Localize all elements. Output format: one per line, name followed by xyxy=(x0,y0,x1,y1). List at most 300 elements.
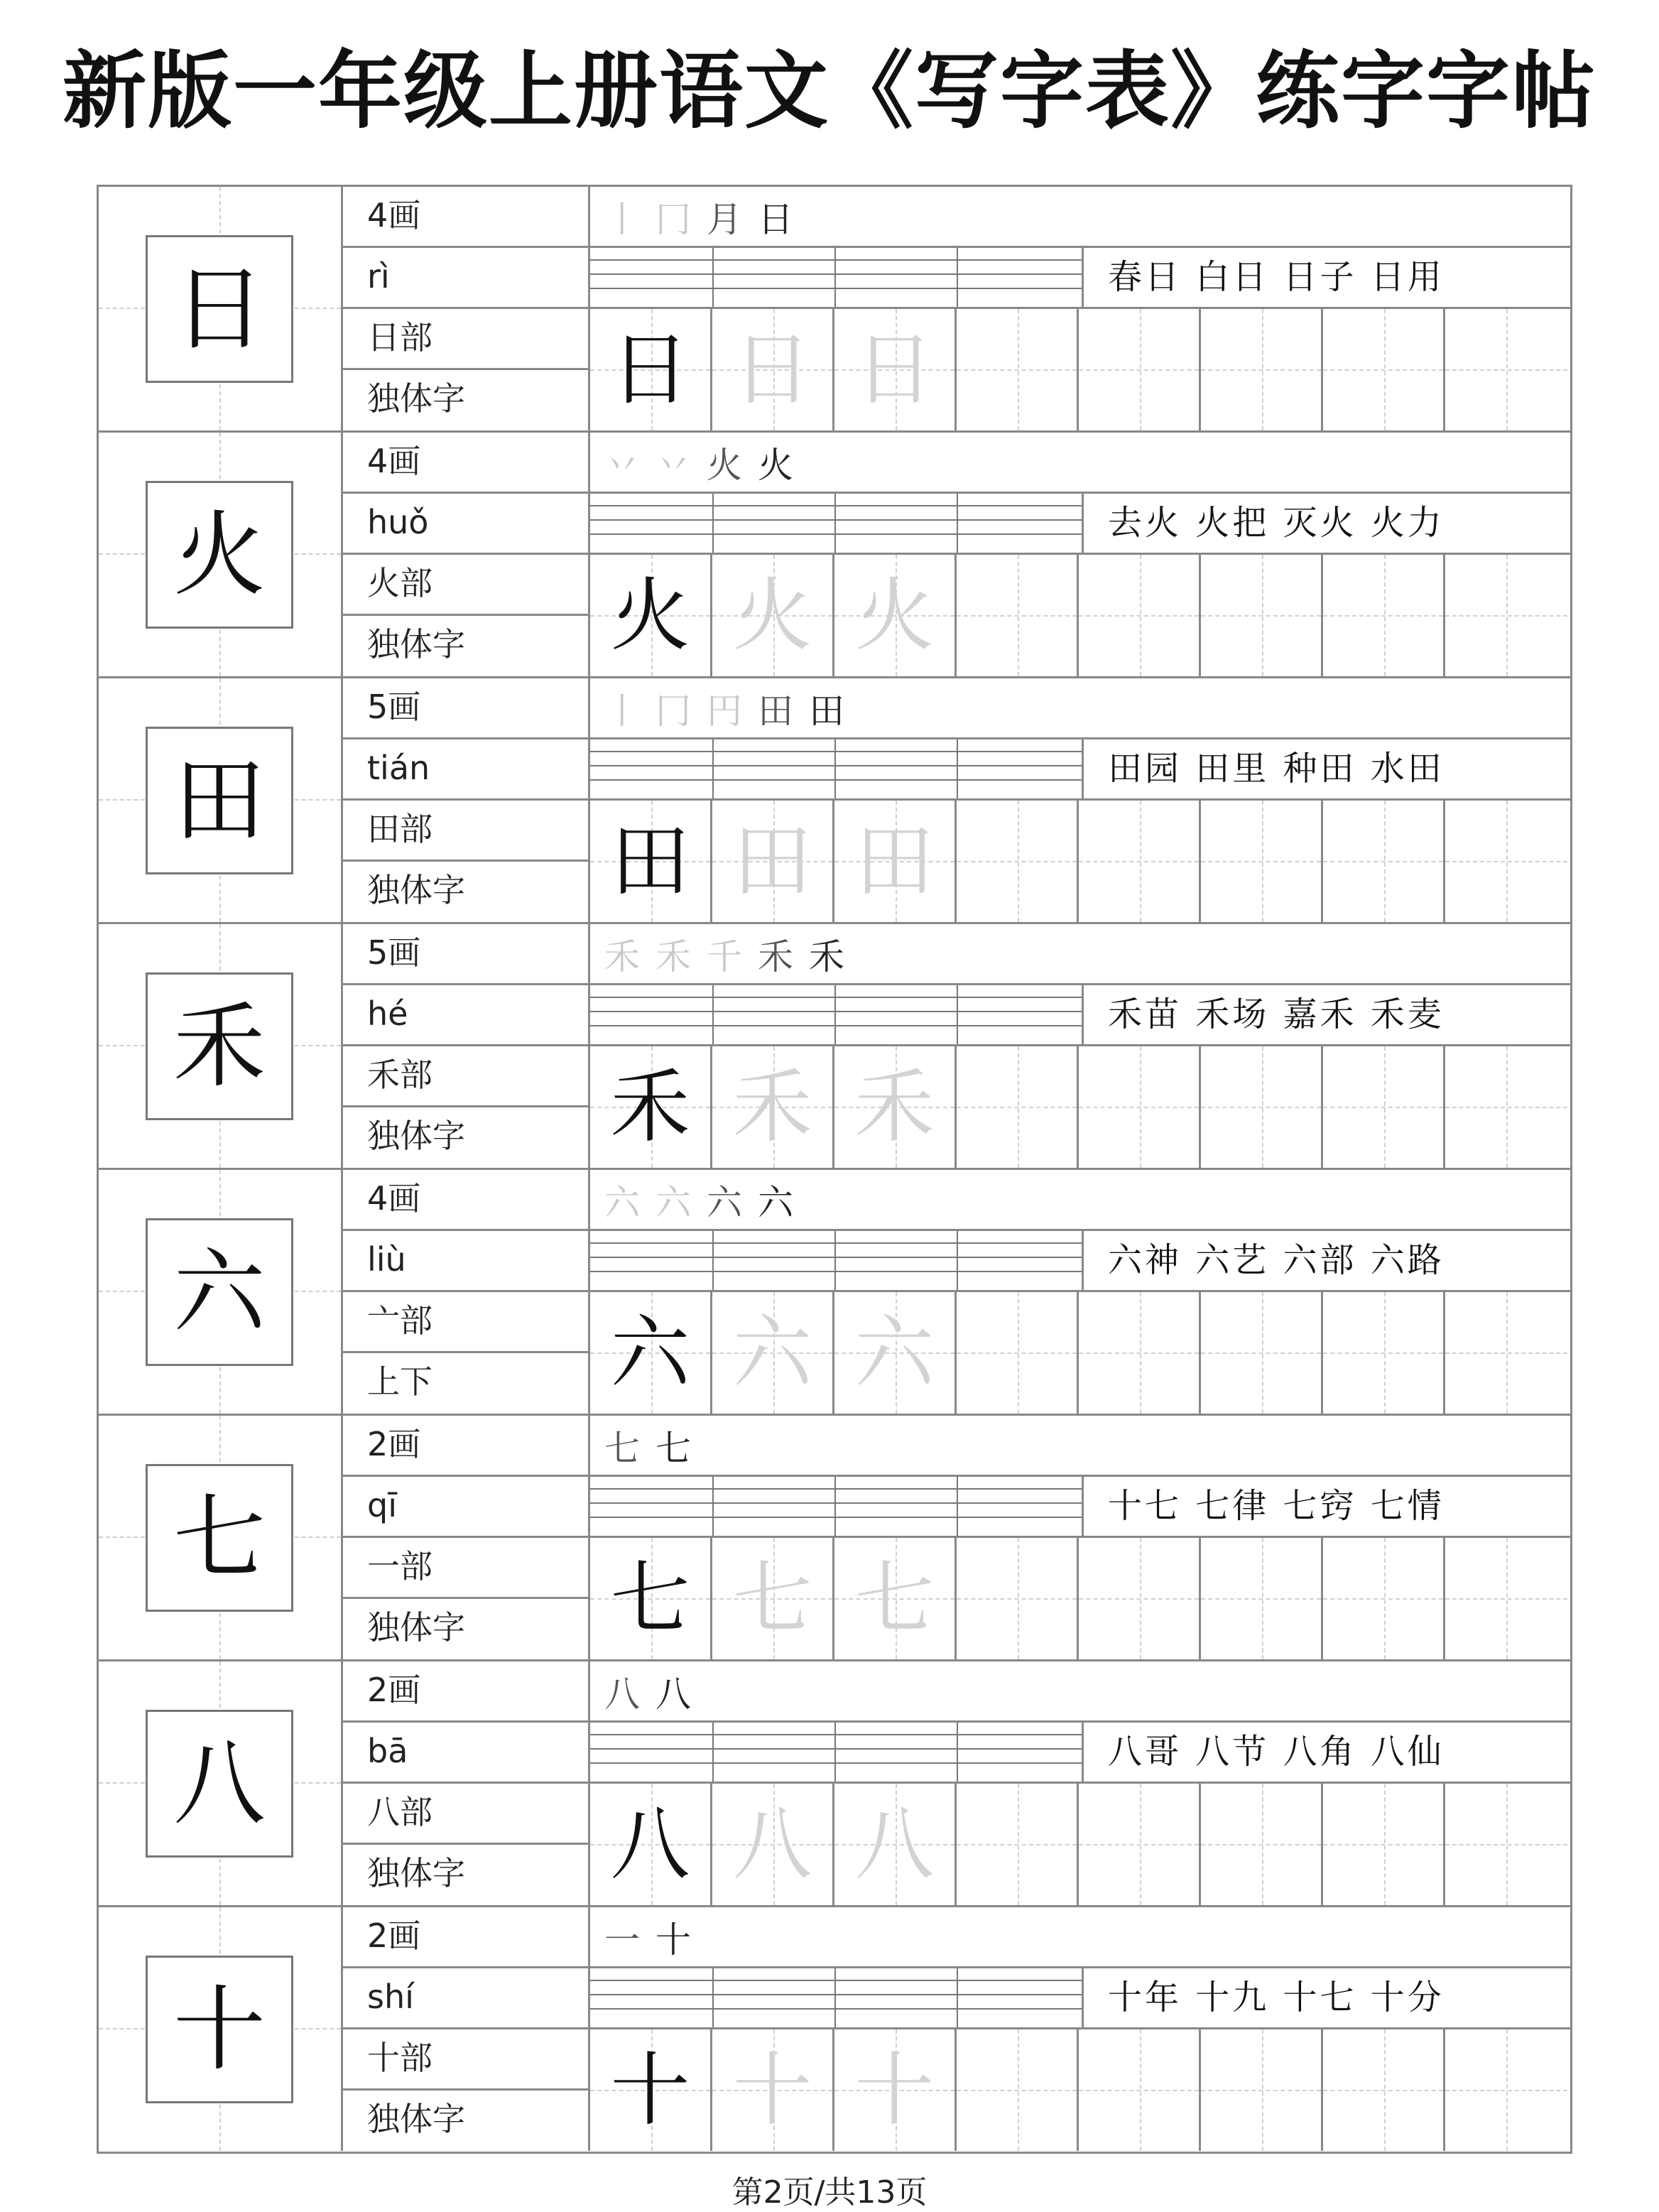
practice-cell[interactable] xyxy=(1323,1784,1445,1905)
trace-character: 田 xyxy=(732,815,812,908)
guide-line xyxy=(1201,1352,1321,1354)
tracing-cell[interactable] xyxy=(590,801,712,922)
pinyin-label: shí xyxy=(343,1968,588,2029)
tracing-cell[interactable] xyxy=(590,555,712,676)
guide-line xyxy=(1445,1844,1567,1845)
main-character: 六 xyxy=(173,1238,266,1346)
main-character-cell xyxy=(99,924,343,1168)
stroke-count-label: 5画 xyxy=(343,678,588,739)
guide-line xyxy=(1323,369,1443,371)
pinyin-line xyxy=(590,1271,1082,1272)
stroke-step: 千 xyxy=(707,936,742,977)
practice-cell[interactable] xyxy=(1201,1292,1323,1414)
page-number: 第2页/共13页 xyxy=(731,2174,928,2211)
pinyin-divider xyxy=(834,494,836,553)
pinyin-writing-band[interactable] xyxy=(590,1231,1082,1292)
stroke-step: 禾 xyxy=(809,936,844,977)
tracing-cell[interactable] xyxy=(712,1538,834,1659)
guide-line xyxy=(1201,861,1321,862)
stroke-step: 丨 xyxy=(604,198,640,240)
guide-line xyxy=(957,1598,1077,1600)
trace-character: 火 xyxy=(732,569,812,662)
stroke-step: 火 xyxy=(707,444,742,486)
tracing-cell[interactable] xyxy=(712,1292,834,1414)
practice-cell[interactable] xyxy=(1201,555,1323,676)
trace-character: 火 xyxy=(854,569,935,662)
writing-grid xyxy=(590,1292,1570,1414)
tracing-cell[interactable] xyxy=(590,309,712,430)
stroke-step: 禾 xyxy=(604,936,640,977)
character-box xyxy=(146,1710,293,1858)
pinyin-line xyxy=(590,1011,1082,1012)
pinyin-line xyxy=(590,1994,1082,1995)
practice-sheet xyxy=(97,185,1572,2154)
practice-cell[interactable] xyxy=(957,801,1079,922)
trace-character: 七 xyxy=(732,1552,812,1645)
guide-line xyxy=(1079,2090,1199,2091)
practice-area xyxy=(590,678,1570,922)
stroke-step: 丨 xyxy=(604,690,640,732)
stroke-order-row xyxy=(590,1661,1570,1723)
stroke-step: 六 xyxy=(656,1181,691,1223)
tracing-cell[interactable] xyxy=(590,1046,712,1168)
structure-label: 独体字 xyxy=(367,2100,465,2138)
trace-character: 六 xyxy=(854,1306,935,1399)
main-character-cell xyxy=(99,433,343,676)
practice-area xyxy=(590,1907,1570,2151)
stroke-step: 六 xyxy=(604,1181,640,1223)
practice-cell[interactable] xyxy=(1079,2029,1201,2151)
trace-character: 日 xyxy=(854,323,935,416)
tracing-cell[interactable] xyxy=(712,801,834,922)
pinyin-line xyxy=(590,751,1082,752)
character-info xyxy=(343,1170,590,1414)
pinyin-line xyxy=(590,1748,1082,1750)
stroke-count-label: 2画 xyxy=(343,1907,588,1968)
radical-label: 亠部 xyxy=(343,1292,588,1353)
stroke-step: 田 xyxy=(809,690,844,732)
guide-line xyxy=(1323,615,1443,617)
practice-cell[interactable] xyxy=(1323,801,1445,922)
practice-cell[interactable] xyxy=(1445,1292,1567,1414)
model-character: 七 xyxy=(610,1552,690,1645)
structure-label: 上下 xyxy=(367,1362,433,1401)
stroke-step: 八 xyxy=(656,1673,691,1715)
radical-label: 田部 xyxy=(343,801,588,862)
practice-cell[interactable] xyxy=(957,1046,1079,1168)
pinyin-line xyxy=(590,997,1082,998)
model-character: 日 xyxy=(610,323,690,416)
example-words: 禾苗 禾场 嘉禾 禾麦 xyxy=(1082,985,1570,1046)
radical-label: 禾部 xyxy=(343,1046,588,1107)
main-character: 日 xyxy=(173,255,266,363)
practice-cell[interactable] xyxy=(957,309,1079,430)
stroke-step: 冂 xyxy=(656,690,691,732)
practice-cell[interactable] xyxy=(1201,309,1323,430)
main-character: 十 xyxy=(173,1975,266,2083)
character-box xyxy=(146,727,293,874)
practice-cell[interactable] xyxy=(1323,309,1445,430)
main-character: 七 xyxy=(173,1484,266,1592)
stroke-count-label: 4画 xyxy=(343,187,588,248)
pinyin-line xyxy=(590,1734,1082,1735)
practice-cell[interactable] xyxy=(1445,555,1567,676)
guide-line xyxy=(1201,369,1321,371)
pinyin-divider xyxy=(957,494,958,553)
pinyin-writing-band[interactable] xyxy=(590,1477,1082,1538)
practice-cell[interactable] xyxy=(1201,2029,1323,2151)
pinyin-divider xyxy=(957,985,958,1044)
trace-character: 禾 xyxy=(732,1061,812,1154)
guide-line xyxy=(1079,861,1199,862)
practice-cell[interactable] xyxy=(957,555,1079,676)
pinyin-divider xyxy=(957,1723,958,1782)
structure-label: 独体字 xyxy=(367,871,465,909)
practice-area xyxy=(590,1170,1570,1414)
pinyin-line xyxy=(590,533,1082,535)
practice-area xyxy=(590,1661,1570,1905)
structure-label: 独体字 xyxy=(367,1608,465,1647)
stroke-step: 七 xyxy=(656,1427,691,1469)
stroke-step: 丷 xyxy=(604,444,640,486)
writing-grid xyxy=(590,1784,1570,1905)
main-character-cell xyxy=(99,1907,343,2151)
tracing-cell[interactable] xyxy=(590,1292,712,1414)
guide-line xyxy=(957,1107,1077,1108)
pinyin-label: bā xyxy=(343,1723,588,1784)
practice-cell[interactable] xyxy=(1323,1292,1445,1414)
character-box xyxy=(146,1218,293,1366)
structure-label: 独体字 xyxy=(367,1854,465,1892)
guide-line xyxy=(957,1844,1077,1845)
practice-area xyxy=(590,187,1570,430)
pinyin-writing-band[interactable] xyxy=(590,985,1082,1046)
pinyin-writing-band[interactable] xyxy=(590,1968,1082,2029)
pinyin-line xyxy=(590,1242,1082,1244)
stroke-step: 十 xyxy=(656,1919,691,1961)
example-words: 六神 六艺 六部 六路 xyxy=(1082,1231,1570,1292)
trace-character: 八 xyxy=(732,1798,812,1891)
stroke-order-row xyxy=(590,187,1570,248)
pinyin-line xyxy=(590,779,1082,781)
radical-label: 火部 xyxy=(343,555,588,616)
stroke-order-row xyxy=(590,924,1570,985)
stroke-count-label: 4画 xyxy=(343,433,588,494)
stroke-step: 禾 xyxy=(758,936,793,977)
practice-cell[interactable] xyxy=(1201,1538,1323,1659)
practice-area xyxy=(590,924,1570,1168)
stroke-step: 一 xyxy=(604,1919,640,1961)
writing-grid xyxy=(590,555,1570,676)
pinyin-divider xyxy=(834,985,836,1044)
stroke-step: 火 xyxy=(758,444,793,486)
pinyin-label: rì xyxy=(343,248,588,309)
pinyin-divider xyxy=(712,1968,714,2027)
pinyin-label: liù xyxy=(343,1231,588,1292)
practice-cell[interactable] xyxy=(1323,1538,1445,1659)
guide-line xyxy=(957,2090,1077,2091)
pinyin-divider xyxy=(712,1477,714,1536)
guide-line xyxy=(1323,1352,1443,1354)
page-title: 新版一年级上册语文《写字表》练字字帖 xyxy=(62,42,1597,140)
character-box xyxy=(146,235,293,383)
tracing-cell[interactable] xyxy=(712,309,834,430)
pinyin-divider xyxy=(712,739,714,798)
stroke-step: 日 xyxy=(758,198,793,240)
guide-line xyxy=(1445,1352,1567,1354)
pinyin-writing-band[interactable] xyxy=(590,248,1082,309)
stroke-step: 六 xyxy=(758,1181,793,1223)
guide-line xyxy=(1201,615,1321,617)
guide-line xyxy=(1201,1844,1321,1845)
stroke-step: 禾 xyxy=(656,936,691,977)
stroke-count-label: 5画 xyxy=(343,924,588,985)
guide-line xyxy=(957,615,1077,617)
pinyin-line xyxy=(590,1257,1082,1258)
tracing-cell[interactable] xyxy=(590,1784,712,1905)
guide-line xyxy=(1079,1107,1199,1108)
practice-cell[interactable] xyxy=(1445,1784,1567,1905)
guide-line xyxy=(1323,861,1443,862)
tracing-cell[interactable] xyxy=(834,1046,957,1168)
practice-cell[interactable] xyxy=(1079,1538,1201,1659)
pinyin-line xyxy=(590,273,1082,275)
pinyin-divider xyxy=(957,1231,958,1290)
practice-cell[interactable] xyxy=(1445,2029,1567,2151)
example-words: 春日 白日 日子 日用 xyxy=(1082,248,1570,309)
pinyin-writing-band[interactable] xyxy=(590,739,1082,801)
trace-character: 六 xyxy=(732,1306,812,1399)
main-character: 禾 xyxy=(173,992,266,1100)
radical-label: 八部 xyxy=(343,1784,588,1845)
pinyin-divider xyxy=(957,248,958,307)
practice-area xyxy=(590,433,1570,676)
tracing-cell[interactable] xyxy=(834,555,957,676)
main-character: 火 xyxy=(173,501,266,609)
stroke-step: 円 xyxy=(707,690,742,732)
pinyin-line xyxy=(590,519,1082,521)
guide-line xyxy=(1323,2090,1443,2091)
practice-cell[interactable] xyxy=(957,1538,1079,1659)
writing-grid xyxy=(590,801,1570,922)
radical-label: 一部 xyxy=(343,1538,588,1599)
structure-label: 独体字 xyxy=(367,1117,465,1155)
pinyin-line xyxy=(590,2008,1082,2010)
practice-cell[interactable] xyxy=(1079,1046,1201,1168)
structure-label: 独体字 xyxy=(367,379,465,418)
guide-line xyxy=(1079,1844,1199,1845)
model-character: 禾 xyxy=(610,1061,690,1154)
pinyin-label: tián xyxy=(343,739,588,801)
practice-cell[interactable] xyxy=(1201,1784,1323,1905)
writing-grid xyxy=(590,1538,1570,1659)
trace-character: 日 xyxy=(732,323,812,416)
guide-line xyxy=(1445,861,1567,862)
practice-cell[interactable] xyxy=(1323,1046,1445,1168)
guide-line xyxy=(1323,1598,1443,1600)
character-box xyxy=(146,1956,293,2103)
tracing-cell[interactable] xyxy=(834,801,957,922)
pinyin-line xyxy=(590,765,1082,766)
main-character-cell xyxy=(99,1661,343,1905)
pinyin-line xyxy=(590,288,1082,289)
character-box xyxy=(146,1464,293,1612)
tracing-cell[interactable] xyxy=(590,1538,712,1659)
example-words: 十七 七律 七窍 七情 xyxy=(1082,1477,1570,1538)
character-block xyxy=(99,1907,1570,2153)
pinyin-line xyxy=(590,1980,1082,1981)
guide-line xyxy=(1445,369,1567,371)
guide-line xyxy=(1445,1107,1567,1108)
main-character-cell xyxy=(99,187,343,430)
pinyin-writing-band[interactable] xyxy=(590,494,1082,555)
practice-area xyxy=(590,1416,1570,1659)
guide-line xyxy=(957,369,1077,371)
tracing-cell[interactable] xyxy=(712,1784,834,1905)
character-block xyxy=(99,187,1570,433)
character-info xyxy=(343,1907,590,2151)
stroke-order-row xyxy=(590,433,1570,494)
pinyin-line xyxy=(590,1502,1082,1504)
stroke-count-label: 4画 xyxy=(343,1170,588,1231)
stroke-step: 七 xyxy=(604,1427,640,1469)
guide-line xyxy=(1323,1844,1443,1845)
pinyin-divider xyxy=(834,248,836,307)
character-info xyxy=(343,1661,590,1905)
radical-label: 十部 xyxy=(343,2029,588,2091)
guide-line xyxy=(1201,1107,1321,1108)
guide-line xyxy=(1445,2090,1567,2091)
character-info xyxy=(343,1416,590,1659)
pinyin-divider xyxy=(957,1477,958,1536)
practice-cell[interactable] xyxy=(1445,801,1567,922)
stroke-count-label: 2画 xyxy=(343,1416,588,1477)
stroke-step: 丷 xyxy=(656,444,691,486)
trace-character: 禾 xyxy=(854,1061,935,1154)
guide-line xyxy=(1201,2090,1321,2091)
character-box xyxy=(146,481,293,629)
practice-cell[interactable] xyxy=(957,2029,1079,2151)
practice-cell[interactable] xyxy=(1323,2029,1445,2151)
tracing-cell[interactable] xyxy=(712,555,834,676)
model-character: 田 xyxy=(610,815,690,908)
character-info xyxy=(343,187,590,430)
stroke-order-row xyxy=(590,678,1570,739)
example-words: 去火 火把 灭火 火力 xyxy=(1082,494,1570,555)
practice-cell[interactable] xyxy=(1079,801,1201,922)
character-box xyxy=(146,972,293,1120)
tracing-cell[interactable] xyxy=(712,2029,834,2151)
main-character-cell xyxy=(99,1170,343,1414)
guide-line xyxy=(1079,615,1199,617)
practice-cell[interactable] xyxy=(1079,1784,1201,1905)
practice-cell[interactable] xyxy=(1079,555,1201,676)
pinyin-line xyxy=(590,259,1082,261)
practice-cell[interactable] xyxy=(1201,801,1323,922)
practice-cell[interactable] xyxy=(957,1784,1079,1905)
pinyin-divider xyxy=(957,739,958,798)
tracing-cell[interactable] xyxy=(590,2029,712,2151)
stroke-step: 冂 xyxy=(656,198,691,240)
practice-cell[interactable] xyxy=(1079,309,1201,430)
character-info xyxy=(343,924,590,1168)
example-words: 十年 十九 十七 十分 xyxy=(1082,1968,1570,2029)
tracing-cell[interactable] xyxy=(834,1538,957,1659)
tracing-cell[interactable] xyxy=(712,1046,834,1168)
guide-line xyxy=(1201,1598,1321,1600)
pinyin-divider xyxy=(834,1723,836,1782)
writing-grid xyxy=(590,2029,1570,2151)
practice-cell[interactable] xyxy=(1201,1046,1323,1168)
trace-character: 田 xyxy=(854,815,935,908)
stroke-step: 田 xyxy=(758,690,793,732)
character-block xyxy=(99,433,1570,678)
pinyin-label: hé xyxy=(343,985,588,1046)
example-words: 田园 田里 种田 水田 xyxy=(1082,739,1570,801)
tracing-cell[interactable] xyxy=(834,1784,957,1905)
pinyin-line xyxy=(590,505,1082,506)
practice-cell[interactable] xyxy=(1079,1292,1201,1414)
character-info xyxy=(343,678,590,922)
main-character: 八 xyxy=(173,1730,266,1838)
practice-cell[interactable] xyxy=(1445,1538,1567,1659)
character-block xyxy=(99,1661,1570,1907)
pinyin-label: huǒ xyxy=(343,494,588,555)
pinyin-divider xyxy=(712,985,714,1044)
practice-cell[interactable] xyxy=(1445,1046,1567,1168)
stroke-count-label: 2画 xyxy=(343,1661,588,1723)
pinyin-divider xyxy=(834,1968,836,2027)
pinyin-line xyxy=(590,1025,1082,1026)
guide-line xyxy=(957,1352,1077,1354)
tracing-cell[interactable] xyxy=(834,1292,957,1414)
pinyin-divider xyxy=(834,1477,836,1536)
pinyin-divider xyxy=(712,248,714,307)
pinyin-divider xyxy=(957,1968,958,2027)
writing-grid xyxy=(590,1046,1570,1168)
pinyin-line xyxy=(590,1517,1082,1518)
character-info xyxy=(343,433,590,676)
guide-line xyxy=(957,861,1077,862)
stroke-order-row xyxy=(590,1416,1570,1477)
guide-line xyxy=(1323,1107,1443,1108)
example-words: 八哥 八节 八角 八仙 xyxy=(1082,1723,1570,1784)
guide-line xyxy=(1079,1598,1199,1600)
stroke-order-row xyxy=(590,1170,1570,1231)
pinyin-divider xyxy=(834,1231,836,1290)
trace-character: 七 xyxy=(854,1552,935,1645)
pinyin-divider xyxy=(712,494,714,553)
stroke-step: 月 xyxy=(707,198,742,240)
guide-line xyxy=(1079,1352,1199,1354)
main-character: 田 xyxy=(173,747,266,855)
stroke-step: 六 xyxy=(707,1181,742,1223)
model-character: 十 xyxy=(610,2044,690,2137)
practice-cell[interactable] xyxy=(1445,309,1567,430)
practice-cell[interactable] xyxy=(957,1292,1079,1414)
pinyin-divider xyxy=(712,1723,714,1782)
pinyin-divider xyxy=(712,1231,714,1290)
tracing-cell[interactable] xyxy=(834,309,957,430)
pinyin-writing-band[interactable] xyxy=(590,1723,1082,1784)
practice-cell[interactable] xyxy=(1323,555,1445,676)
trace-character: 十 xyxy=(732,2044,812,2137)
guide-line xyxy=(1445,1598,1567,1600)
tracing-cell[interactable] xyxy=(834,2029,957,2151)
character-block xyxy=(99,1416,1570,1661)
pinyin-line xyxy=(590,1488,1082,1490)
guide-line xyxy=(1445,615,1567,617)
